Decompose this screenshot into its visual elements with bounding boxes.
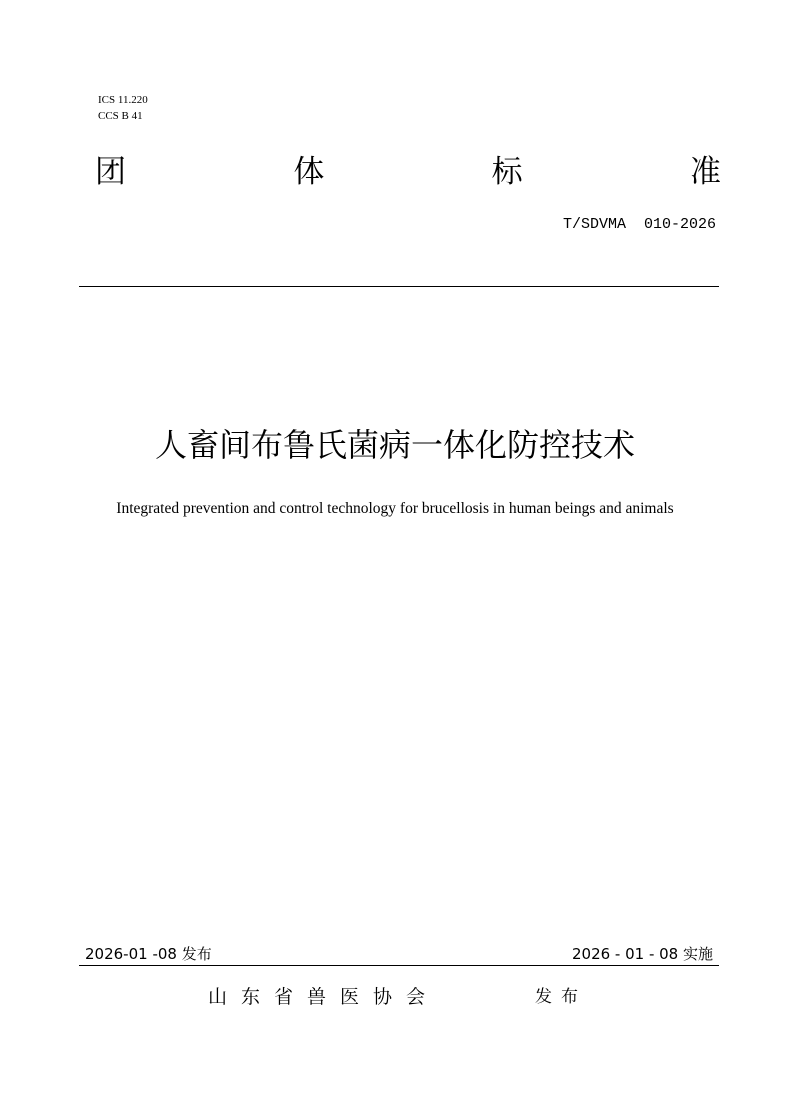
ics-code: ICS 11.220 bbox=[98, 94, 148, 106]
standard-type-char: 标 bbox=[491, 154, 523, 190]
publisher-row bbox=[0, 983, 790, 1011]
date-row bbox=[79, 943, 719, 965]
standard-type-char: 团 bbox=[95, 154, 126, 190]
document-title-english: Integrated prevention and control technology for brucellosis in human beings and animals bbox=[116, 500, 674, 517]
issue-date: 2026-01 -08 发布 bbox=[85, 945, 212, 963]
bottom-divider bbox=[79, 965, 719, 966]
document-title-chinese: 人畜间布鲁氏菌病一体化防控技术 bbox=[154, 426, 635, 464]
standard-type-char: 体 bbox=[293, 154, 325, 190]
standard-type-char: 准 bbox=[689, 154, 721, 190]
ccs-code: CCS B 41 bbox=[98, 110, 143, 122]
publisher-action: 发布 bbox=[535, 987, 587, 1007]
standard-type-heading bbox=[95, 150, 721, 194]
standard-number: T/SDVMA 010-2026 bbox=[562, 216, 716, 233]
implementation-date: 2026 - 01 - 08 实施 bbox=[571, 945, 713, 963]
top-divider bbox=[79, 286, 719, 287]
publisher-name: 山东省兽医协会 bbox=[208, 986, 440, 1008]
